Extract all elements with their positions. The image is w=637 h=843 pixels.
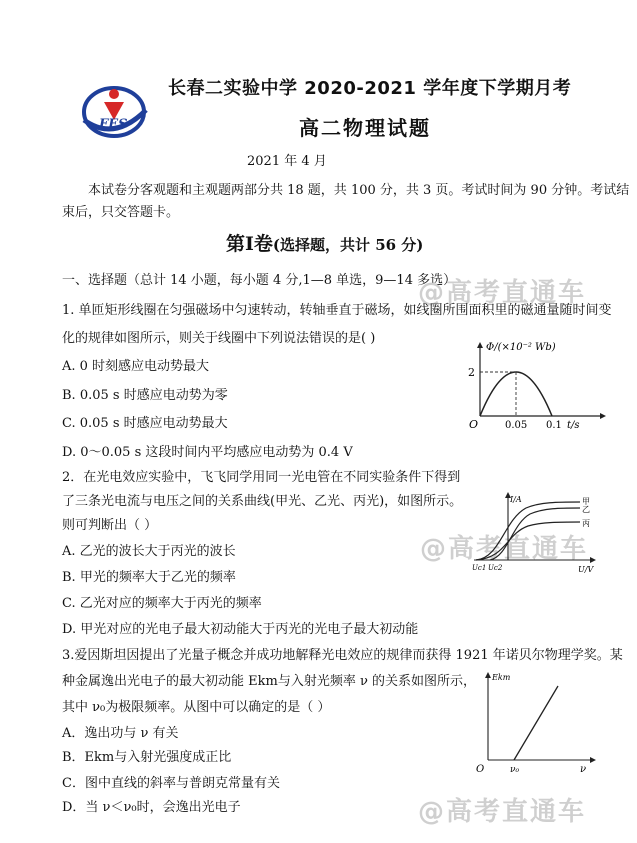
section-title-sub: (选择题，共计 56 分) bbox=[272, 236, 424, 254]
q3-stem-line-1: 3.爱因斯坦因提出了光量子概念并成功地解释光电效应的规律而获得 1921 年诺贝尔物理学奖。某 bbox=[62, 648, 623, 663]
q2-legend-bing: 丙 bbox=[582, 519, 590, 528]
q1-x-tick-2: 0.1 bbox=[546, 420, 562, 431]
q2-x-label: U/V bbox=[578, 565, 594, 574]
q3-option-b: B．Ekm与入射光强度成正比 bbox=[62, 750, 232, 765]
q2-stem-line-2: 了三条光电流与电压之间的关系曲线(甲光、乙光、丙光)，如图所示。 bbox=[62, 494, 463, 509]
subject-title: 高二物理试题 bbox=[299, 116, 431, 140]
q1-origin: O bbox=[469, 418, 479, 431]
section-heading: 一、选择题（总计 14 小题，每小题 4 分,1—8 单选，9—14 多选） bbox=[62, 273, 457, 288]
q1-stem-line-1: 1. 单匝矩形线圈在匀强磁场中匀速转动，转轴垂直于磁场，如线圈所围面积里的磁通量随时间变 bbox=[62, 303, 612, 318]
q1-option-d: D. 0～0.05 s 这段时间内平均感应电动势为 0.4 V bbox=[62, 445, 353, 460]
q2-curve-bing bbox=[476, 522, 580, 560]
q2-option-c: C. 乙光对应的频率大于丙光的频率 bbox=[62, 596, 262, 611]
q3-x-tick: ν₀ bbox=[510, 765, 520, 775]
q1-x-label: t/s bbox=[567, 420, 580, 431]
q1-x-tick-1: 0.05 bbox=[505, 420, 528, 431]
q3-y-label: Ekm bbox=[492, 673, 511, 682]
q2-stem-line-1: 2．在光电效应实验中，飞飞同学用同一光电管在不同实验条件下得到 bbox=[62, 470, 461, 485]
school-logo bbox=[76, 80, 154, 144]
q2-curve-jia bbox=[476, 502, 580, 560]
q1-option-b: B. 0.05 s 时感应电动势为零 bbox=[62, 388, 228, 403]
q2-uc2-label: Uc2 bbox=[488, 564, 503, 572]
q2-y-label: I/A bbox=[510, 495, 522, 504]
q2-option-b: B. 甲光的频率大于乙光的频率 bbox=[62, 570, 236, 585]
q2-iv-graph bbox=[470, 490, 600, 576]
q3-x-label: ν bbox=[580, 764, 587, 775]
section-title-main: 第Ⅰ卷 bbox=[226, 233, 273, 255]
q3-ekm-graph bbox=[470, 668, 600, 778]
exam-date: 2021 年 4 月 bbox=[247, 154, 327, 169]
q2-option-d: D. 甲光对应的光电子最大初动能大于丙光的光电子最大初动能 bbox=[62, 622, 419, 637]
q3-stem-line-3: 其中 ν₀为极限频率。从图中可以确定的是（ ） bbox=[62, 700, 331, 715]
q1-option-a: A. 0 时刻感应电动势最大 bbox=[62, 359, 210, 374]
q3-option-c: C．图中直线的斜率与普朗克常量有关 bbox=[62, 776, 280, 791]
watermark: @高考直通车 bbox=[418, 797, 587, 827]
q1-y-tick: 2 bbox=[468, 366, 475, 379]
intro-line-1: 本试卷分客观题和主观题两部分共 18 题，共 100 分，共 3 页。考试时间为 90 分钟。考试结 bbox=[88, 183, 630, 198]
q1-flux-graph bbox=[460, 340, 610, 432]
school-title: 长春二实验中学 2020-2021 学年度下学期月考 bbox=[168, 78, 572, 99]
q3-ekm-line bbox=[514, 686, 558, 760]
q3-option-a: A．逸出功与 ν 有关 bbox=[62, 726, 179, 741]
q2-option-a: A. 乙光的波长大于丙光的波长 bbox=[62, 544, 236, 559]
q3-stem-line-2: 种金属逸出光电子的最大初动能 Ekm与入射光频率 ν 的关系如图所示， bbox=[62, 674, 476, 689]
watermark: @高考直通车 bbox=[420, 534, 589, 564]
section-title bbox=[226, 229, 423, 256]
logo-text: FES bbox=[99, 117, 128, 132]
q3-origin: O bbox=[476, 764, 485, 775]
q2-uc1-label: Uc1 bbox=[472, 564, 487, 572]
q2-legend-yi: 乙 bbox=[582, 505, 590, 514]
intro-line-2: 束后，只交答题卡。 bbox=[62, 205, 180, 220]
q1-option-c: C. 0.05 s 时感应电动势最大 bbox=[62, 416, 228, 431]
q1-stem-line-2: 化的规律如图所示，则关于线圈中下列说法错误的是( ) bbox=[62, 331, 376, 346]
q2-legend-jia: 甲 bbox=[582, 497, 590, 506]
watermark: @高考直通车 bbox=[418, 278, 587, 308]
q1-y-label: Φ/(×10⁻² Wb) bbox=[486, 342, 556, 353]
q2-stem-line-3: 则可判断出（ ） bbox=[62, 518, 158, 533]
q3-option-d: D．当 ν＜ν₀时，会逸出光电子 bbox=[62, 800, 241, 815]
